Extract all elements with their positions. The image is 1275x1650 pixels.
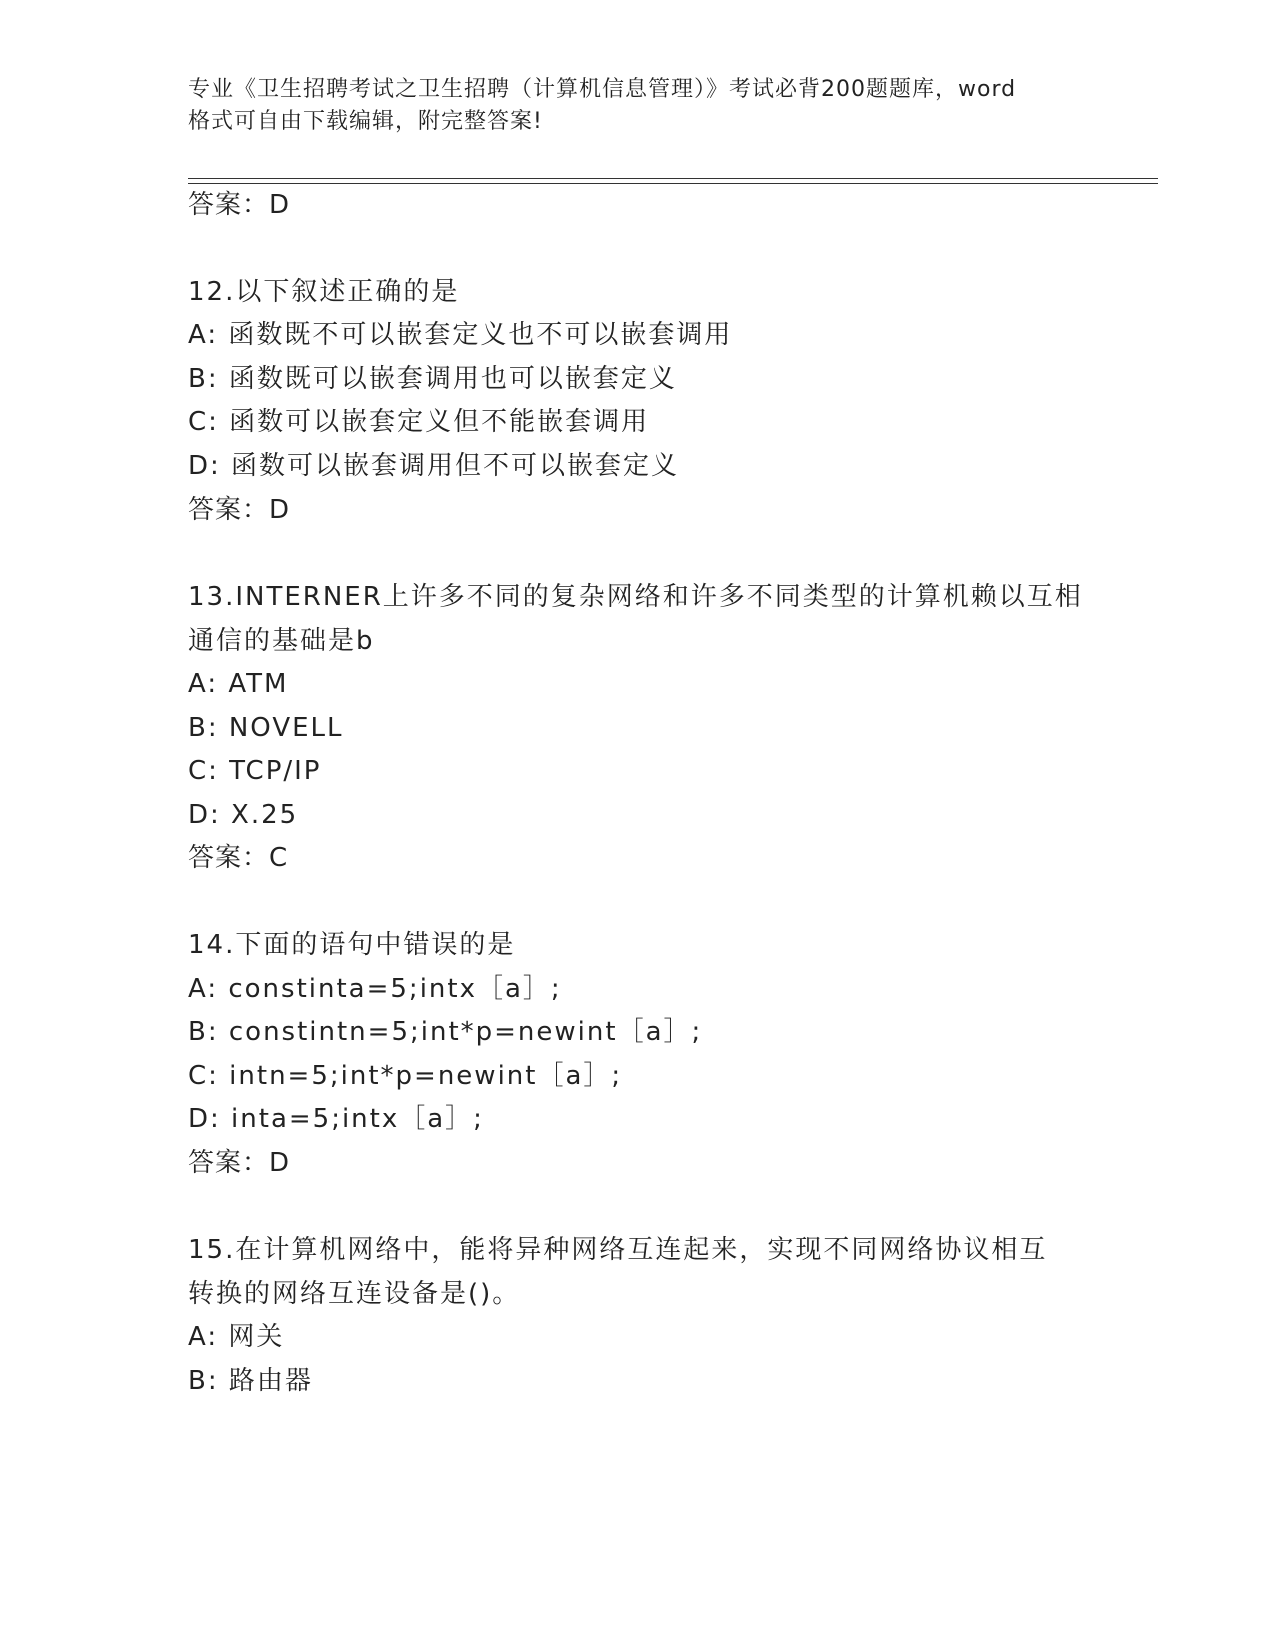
- header-rule-top: [188, 178, 1158, 179]
- question-15-option-b: B: 路由器: [188, 1366, 313, 1396]
- question-13-option-a: A: ATM: [188, 669, 289, 699]
- header-line-2: 格式可自由下载编辑，附完整答案!: [188, 109, 543, 134]
- question-13-option-d: D: X.25: [188, 800, 299, 830]
- question-13-stem-line-1: 13.INTERNER上许多不同的复杂网络和许多不同类型的计算机赖以互相: [188, 582, 1083, 612]
- header-rule-bottom: [188, 183, 1158, 184]
- question-14-option-a: A: constinta=5;intx［a］;: [188, 974, 562, 1004]
- answer-11: 答案：D: [188, 190, 291, 220]
- question-12-option-a: A: 函数既不可以嵌套定义也不可以嵌套调用: [188, 320, 733, 350]
- question-14-option-c: C: intn=5;int*p=newint［a］;: [188, 1061, 623, 1091]
- question-14-option-d: D: inta=5;intx［a］;: [188, 1104, 484, 1134]
- question-14-answer: 答案：D: [188, 1148, 291, 1178]
- question-12-stem: 12.以下叙述正确的是: [188, 277, 460, 307]
- question-13-stem-line-2: 通信的基础是b: [188, 626, 375, 656]
- question-13-option-c: C: TCP/IP: [188, 756, 322, 786]
- question-12-option-c: C: 函数可以嵌套定义但不能嵌套调用: [188, 407, 650, 437]
- question-12-answer: 答案：D: [188, 495, 291, 525]
- question-15-stem-line-2: 转换的网络互连设备是()。: [188, 1279, 521, 1309]
- header-line-1: 专业《卫生招聘考试之卫生招聘（计算机信息管理）》考试必背200题题库，word: [188, 77, 1017, 102]
- question-14-option-b: B: constintn=5;int*p=newint［a］;: [188, 1017, 703, 1047]
- question-13-answer: 答案：C: [188, 843, 289, 873]
- question-13-option-b: B: NOVELL: [188, 713, 344, 743]
- question-12-option-b: B: 函数既可以嵌套调用也可以嵌套定义: [188, 364, 677, 394]
- question-15-option-a: A: 网关: [188, 1322, 285, 1352]
- page-header: [188, 74, 1088, 138]
- question-12-option-d: D: 函数可以嵌套调用但不可以嵌套定义: [188, 451, 680, 481]
- question-14-stem: 14.下面的语句中错误的是: [188, 930, 516, 960]
- question-15-stem-line-1: 15.在计算机网络中，能将异种网络互连起来，实现不同网络协议相互: [188, 1235, 1048, 1265]
